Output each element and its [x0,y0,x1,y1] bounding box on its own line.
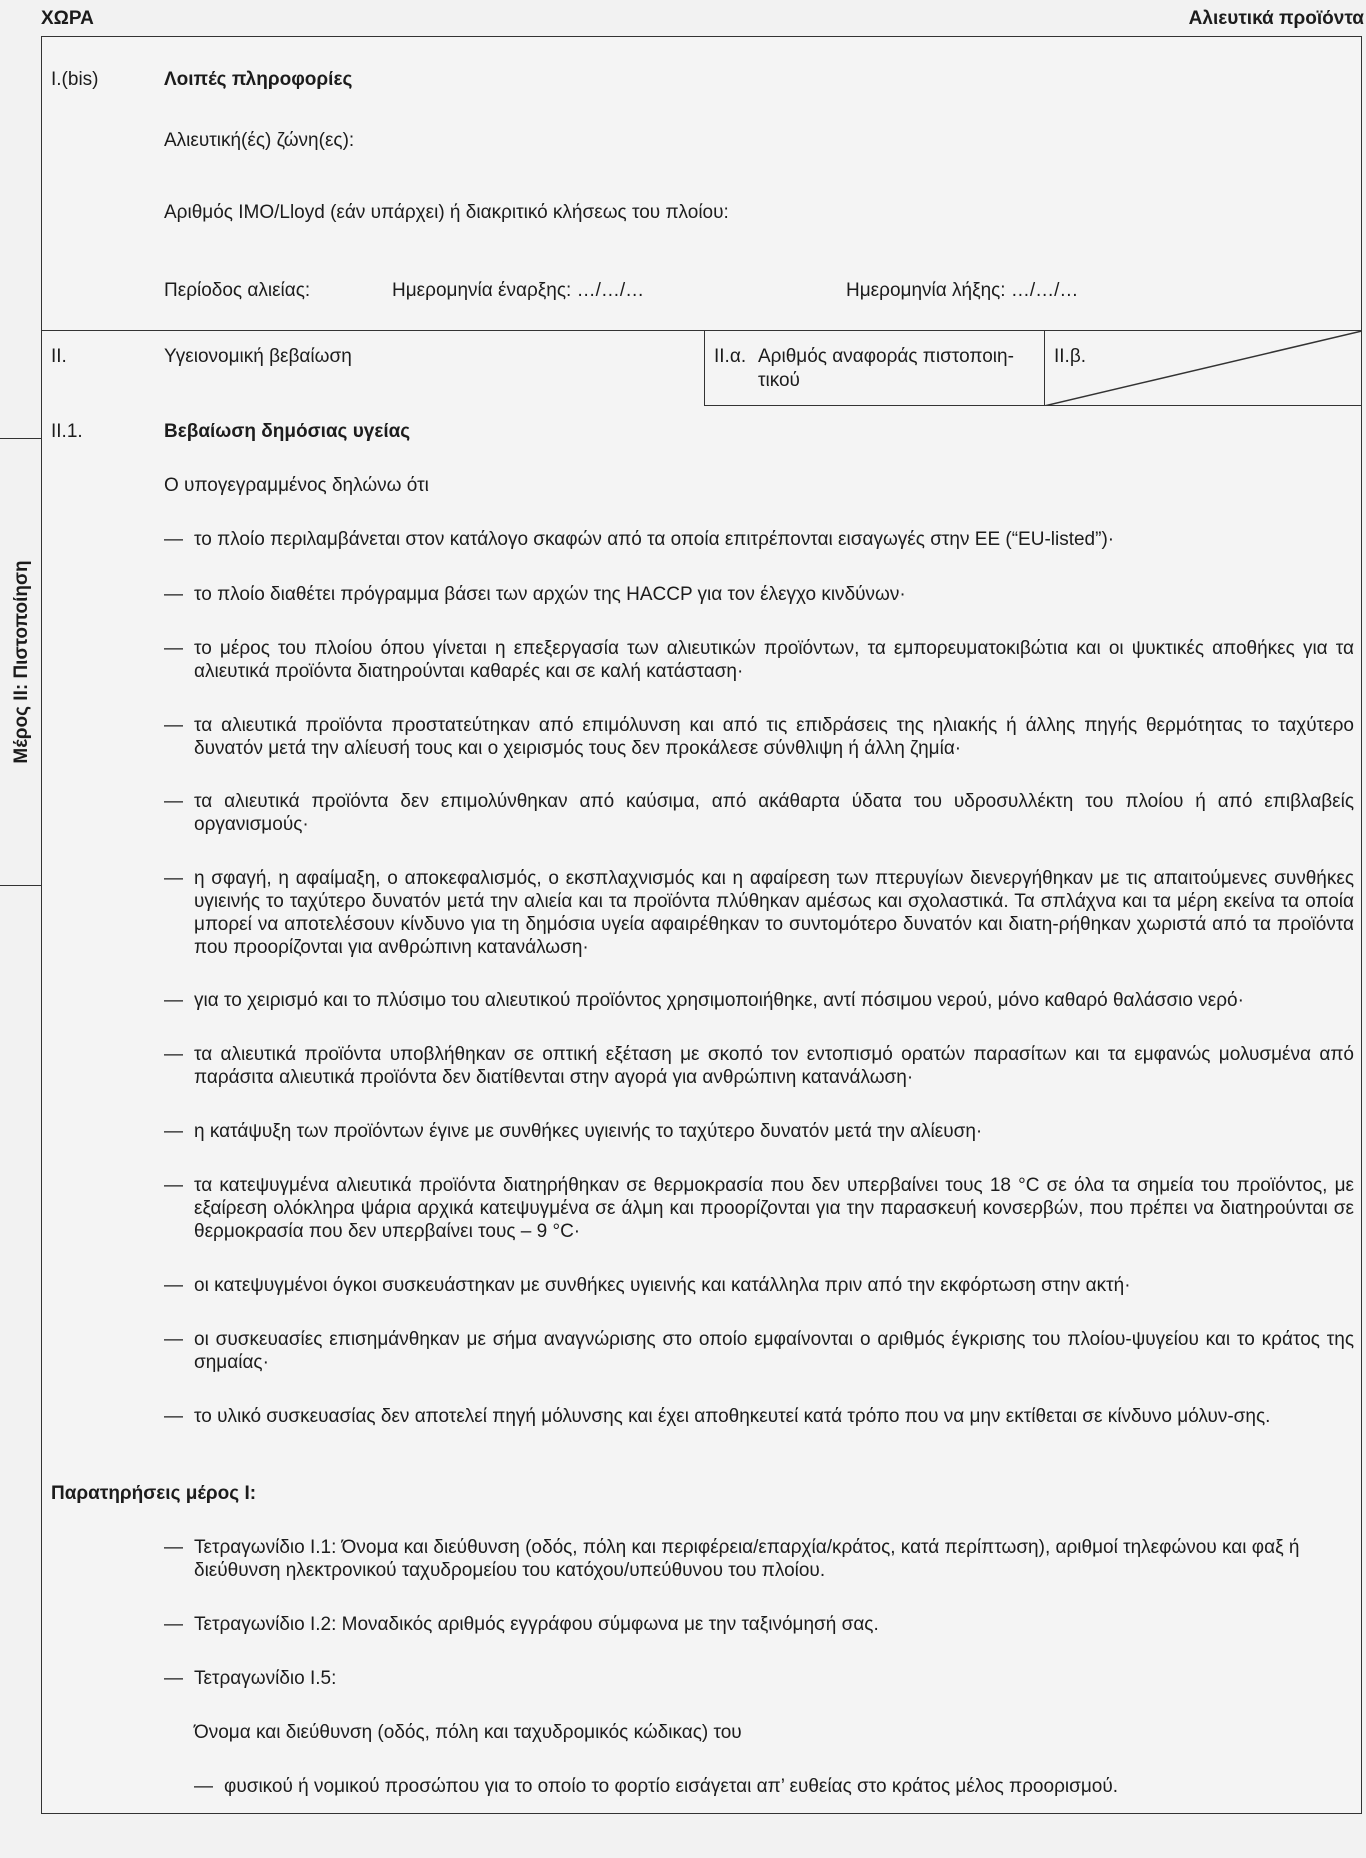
section-ii1-number: II.1. [51,421,83,442]
list-item: το πλοίο διαθέτει πρόγραμμα βάσει των αρχών της HACCP για τον έλεγχο κινδύνων· [194,584,906,605]
list-item: η κατάψυξη των προϊόντων έγινε με συνθήκες υγιεινής το ταχύτερο δυνατόν μετά την αλίευση· [194,1121,983,1142]
list-item: η σφαγή, η αφαίμαξη, ο αποκεφαλισμός, ο εκσπλαχνισμός και η αφαίρεση των πτερυγίων διενεργήθηκαν με τις απαιτούμενες συνθήκες υγιεινής το ταχύτερο δυνατόν μετά την αλιεία και τα προϊόντα πλύθηκαν αμέσως και σχολαστικά. Τα σπλάχνα και τα μέρη εκείνα τα οποία μπορεί να αποτελέσουν κίνδυνο για τη δημόσια υγεία αφαιρέθηκαν το συντομότερο δυνατόν και διατη-ρήθηκαν χωριστά από τα προϊόντα που προορίζονται για ανθρώπινη κατανάλωση· [194,868,1354,958]
remark-dash: — [164,1668,183,1689]
remark-box-1-5-text: Όνομα και διεύθυνση (οδός, πόλη και ταχυδρομικός κώδικας) του [194,1722,742,1743]
ref-number-label: II.α. [714,346,747,367]
section-ii-title: Υγειονομική βεβαίωση [164,346,352,367]
declaration-intro: Ο υπογεγραμμένος δηλώνω ότι [164,475,429,496]
imo-number-label: Αριθμός IMO/Lloyd (εάν υπάρχει) ή διακριτικό κλήσεως του πλοίου: [164,202,729,223]
list-item: το υλικό συσκευασίας δεν αποτελεί πηγή μόλυνσης και έχει αποθηκευτεί κατά τρόπο που να μην εκτίθεται σε κίνδυνο μόλυν-σης. [194,1406,1271,1427]
list-item-dash: — [164,1329,183,1350]
remark-dash: — [164,1614,183,1635]
ii-b-label: II.β. [1054,346,1087,367]
list-item: το μέρος του πλοίου όπου γίνεται η επεξεργασία των αλιευτικών προϊόντων, τα εμπορευματοκιβώτια και οι ψυκτικές αποθήκες για τα αλιευτικά προϊόντα διατηρούνται καθαρές και σε καλή κατάσταση· [194,638,1354,682]
list-item: οι συσκευασίες επισημάνθηκαν με σήμα αναγνώρισης στο οποίο εμφαίνονται ο αριθμός έγκρισης του πλοίου-ψυγείου και το κράτος της σημαίας· [194,1329,1354,1373]
list-item-dash: — [164,584,183,605]
fishing-zones-label: Αλιευτική(ές) ζώνη(ες): [164,130,355,151]
fishing-period-label: Περίοδος αλιείας: [164,280,311,301]
section-ii-number: II. [51,346,67,367]
remark-box-1-5-item: φυσικού ή νομικού προσώπου για το οποίο το φορτίο εισάγεται απ’ ευθείας στο κράτος μέλος προορισμού. [224,1776,1119,1797]
list-item-dash: — [164,1275,183,1296]
list-item-dash: — [164,1406,183,1427]
list-item: τα αλιευτικά προϊόντα υποβλήθηκαν σε οπτική εξέταση με σκοπό τον εντοπισμό ορατών παρασίτων και τα εμφανώς μολυσμένα από παράσιτα αλιευτικά προϊόντα δεν διατίθενται στην αγορά για ανθρώπινη κατανάλωση· [194,1044,1354,1088]
list-item-dash: — [164,791,183,812]
list-item-dash: — [164,529,183,550]
list-item-dash: — [164,1044,183,1065]
remark-sub-dash: — [194,1776,213,1797]
end-date-label: Ημερομηνία λήξης: …/…/… [846,280,1079,301]
list-item-dash: — [164,1121,183,1142]
list-item-dash: — [164,715,183,736]
list-item: για το χειρισμό και το πλύσιμο του αλιευτικού προϊόντος χρησιμοποιήθηκε, αντί πόσιμου νερού, μόνο καθαρό θαλάσσιο νερό· [194,990,1244,1011]
remark-box-1-2: Τετραγωνίδιο I.2: Μοναδικός αριθμός εγγράφου σύμφωνα με την ταξινόμησή σας. [194,1614,879,1635]
section-ii1-title: Βεβαίωση δημόσιας υγείας [164,421,411,442]
ref-number-text-line1: Αριθμός αναφοράς πιστοποιη- [758,346,1014,367]
remarks-title: Παρατηρήσεις μέρος I: [51,1483,257,1504]
list-item: τα κατεψυγμένα αλιευτικά προϊόντα διατηρήθηκαν σε θερμοκρασία που δεν υπερβαίνει τους 18 °C σε όλα τα σημεία του προϊόντος, με εξαίρεση ολόκληρα ψάρια αρχικά κατεψυγμένα σε άλμη και προορίζονται για την παρασκευή κονσερβών, που πρέπει να διατηρούνται σε θερμοκρασία που δεν υπερβαίνει τους – 9 °C· [194,1175,1354,1242]
list-item: οι κατεψυγμένοι όγκοι συσκευάστηκαν με συνθήκες υγιεινής και κατάλληλα πριν από την εκφόρτωση στην ακτή· [194,1275,1131,1296]
ref-number-text-line2: τικού [758,370,800,391]
product-type-header: Αλιευτικά προϊόντα [1188,8,1364,29]
section-ibis-number: I.(bis) [51,69,99,90]
list-item: το πλοίο περιλαμβάνεται στον κατάλογο σκαφών από τα οποία επιτρέπονται εισαγωγές στην ΕΕ (“EU-listed”)· [194,529,1115,550]
section-ibis-title: Λοιπές πληροφορίες [164,69,353,90]
list-item-dash: — [164,990,183,1011]
list-item-dash: — [164,1175,183,1196]
list-item: τα αλιευτικά προϊόντα δεν επιμολύνθηκαν από καύσιμα, από ακάθαρτα ύδατα του υδροσυλλέκτη του πλοίου ή από επιβλαβείς οργανισμούς· [194,791,1354,835]
list-item-dash: — [164,868,183,889]
remark-box-1-1: Τετραγωνίδιο I.1: Όνομα και διεύθυνση (οδός, πόλη και περιφέρεια/επαρχία/κράτος, κατά περίπτωση), αριθμοί τηλεφώνου και φαξ ή διεύθυνση ηλεκτρονικού ταχυδρομείου του κατόχου/υπεύθυνου του πλοίου. [194,1537,1300,1581]
remark-dash: — [164,1537,183,1558]
country-header: ΧΩΡΑ [41,8,94,29]
ii-b-crossed-out [1044,331,1362,406]
list-item: τα αλιευτικά προϊόντα προστατεύτηκαν από επιμόλυνση και από τις επιδράσεις της ηλιακής ή άλλης πηγής θερμότητας το ταχύτερο δυνατόν μετά την αλίευσή τους και ο χειρισμός τους δεν προκάλεσε σύνθλιψη ή άλλη ζημία· [194,715,1354,759]
list-item-dash: — [164,638,183,659]
divider-ref-number-left [704,330,705,406]
side-label: Μέρος II: Πιστοποίηση [11,560,32,764]
start-date-label: Ημερομηνία έναρξης: …/…/… [392,280,645,301]
remark-box-1-5: Τετραγωνίδιο I.5: [194,1668,337,1689]
